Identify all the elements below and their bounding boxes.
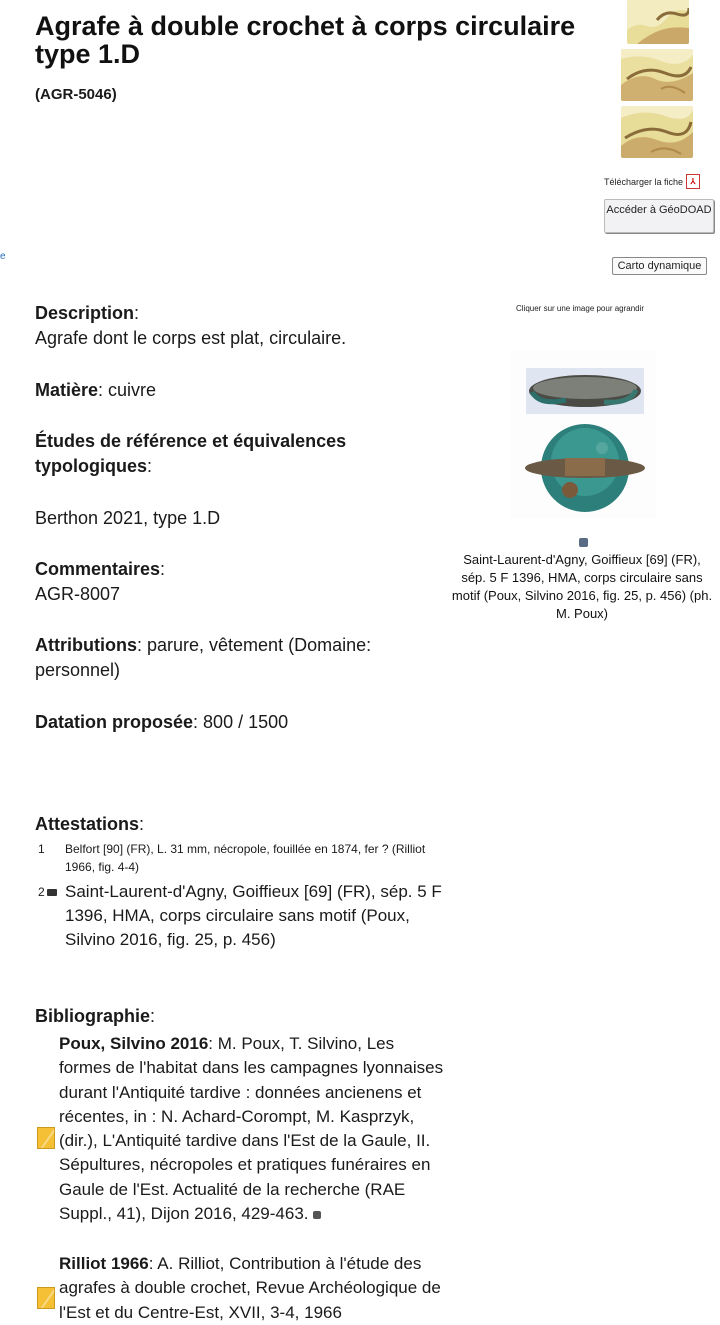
photo-caption: Saint-Laurent-d'Agny, Goiffieux [69] (FR), sép. 5 F 1396, HMA, corps circulaire sans motif (Poux, Silvino 2016, fig. 25, p. 456) (ph. M. Poux) <box>451 552 713 621</box>
commentaires-text: AGR-8007 <box>35 584 121 604</box>
matiere-text: cuivre <box>108 380 157 400</box>
attestation-number-with-photo <box>35 880 65 952</box>
attestations-list <box>35 840 455 952</box>
object-code: (AGR-5046) <box>35 86 117 103</box>
page-title: Agrafe à double crochet à corps circulaire type 1.D <box>35 11 576 69</box>
attributions-label: Attributions <box>35 635 137 655</box>
camera-icon[interactable] <box>47 889 57 896</box>
etudes-label: Études de référence et équivalences typologiques <box>35 431 347 476</box>
attestations-heading: Attestations: <box>35 814 145 834</box>
map-2-graphic <box>621 49 693 101</box>
bib-entry: Rilliot 1966: A. Rilliot, Contribution à l'étude des agrafes à double crochet, Revue Archéologique de l'Est et du Centre-Est, XVII, 3-4, 1966 <box>59 1254 441 1322</box>
attestation-number: 1 <box>38 842 45 856</box>
bib-link-icon[interactable] <box>313 1211 321 1219</box>
enlarge-hint: Cliquer sur une image pour agrandir <box>516 304 645 313</box>
attestation-row <box>35 880 455 952</box>
bib-author: Rilliot 1966 <box>59 1254 149 1273</box>
carto-dynamique-button[interactable]: Carto dynamique <box>612 257 707 275</box>
description-section: Description: Agrafe dont le corps est plat, circulaire. <box>35 303 347 348</box>
map-thumbnail-3[interactable] <box>621 106 693 158</box>
attributions-text: parure, vêtement (Domaine: personnel) <box>35 635 372 680</box>
attestation-text: Belfort [90] (FR), L. 31 mm, nécropole, fouillée en 1874, fer ? (Rilliot 1966, fig. 4-4) <box>65 842 426 874</box>
artifact-graphic <box>510 350 656 518</box>
attestation-number: 2 <box>38 885 45 899</box>
attestation-row <box>35 840 455 876</box>
matiere-section: Matière: cuivre <box>35 380 157 400</box>
bib-marker-icon[interactable] <box>37 1127 55 1149</box>
map-3-graphic <box>621 106 693 158</box>
bibliographie-label: Bibliographie <box>35 1006 151 1026</box>
attestation-text: Saint-Laurent-d'Agny, Goiffieux [69] (FR), sép. 5 F 1396, HMA, corps circulaire sans motif (Poux, Silvino 2016, fig. 25, p. 456) <box>65 882 442 949</box>
datation-section: Datation proposée: 800 / 1500 <box>35 712 289 732</box>
artifact-photo[interactable] <box>510 350 656 518</box>
datation-label: Datation proposée <box>35 712 194 732</box>
edge-text-fragment: e <box>0 251 6 262</box>
pdf-icon: ⅄ <box>686 174 700 189</box>
attributions-section: Attributions: parure, vêtement (Domaine: personnel) <box>35 635 372 680</box>
description-text: Agrafe dont le corps est plat, circulaire. <box>35 328 347 348</box>
bib-marker-icon[interactable] <box>37 1287 55 1309</box>
commentaires-label: Commentaires <box>35 559 161 579</box>
datation-text: 800 / 1500 <box>203 712 289 732</box>
bib-entry: Poux, Silvino 2016: M. Poux, T. Silvino, Les formes de l'habitat dans les campagnes lyonnaises durant l'Antiquité tardive : données ancienens et récentes, in : N. Achard-Corompt, M. Kasprzyk, (dir.), L'Antiquité tardive dans l'Est de la Gaule, II. Sépultures, nécropoles et pratiques funéraires en Gaule de l'Est. Actualité de la recherche (RAE Suppl., 41), Dijon 2016, 429-463. <box>59 1034 444 1224</box>
bib-text: M. Poux, T. Silvino, Les formes de l'habitat dans les campagnes lyonnaises durant l'Antiquité tardive : données ancienens et récentes, in : N. Achard-Corompt, M. Kasprzyk, (dir.), L'Antiquité tardive dans l'Est de la Gaule, II. Sépultures, nécropoles et pratiques funéraires en Gaule de l'Est. Actualité de la recherche (RAE Suppl., 41), Dijon 2016, 429-463. <box>59 1034 444 1224</box>
bib-author: Poux, Silvino 2016 <box>59 1034 209 1053</box>
etudes-text: Berthon 2021, type 1.D <box>35 508 221 528</box>
commentaires-section: Commentaires: AGR-8007 <box>35 559 166 604</box>
map-1-graphic <box>627 0 689 44</box>
map-thumbnail-2[interactable] <box>621 49 693 101</box>
bib-text: A. Rilliot, Contribution à l'étude des agrafes à double crochet, Revue Archéologique de l'Est et du Centre-Est, XVII, 3-4, 1966 <box>59 1254 441 1322</box>
map-thumbnail-1[interactable] <box>627 0 689 44</box>
matiere-label: Matière <box>35 380 99 400</box>
download-label: Télécharger la fiche <box>603 176 683 187</box>
download-sheet-link[interactable] <box>604 174 700 189</box>
bibliographie-heading: Bibliographie: <box>35 1006 156 1026</box>
photo-icon[interactable] <box>579 538 588 547</box>
geodoad-button[interactable]: Accéder à GéoDOAD <box>604 199 714 233</box>
attestations-label: Attestations <box>35 814 140 834</box>
description-label: Description <box>35 303 135 323</box>
etudes-section: Études de référence et équivalences typologiques: <box>35 431 347 476</box>
